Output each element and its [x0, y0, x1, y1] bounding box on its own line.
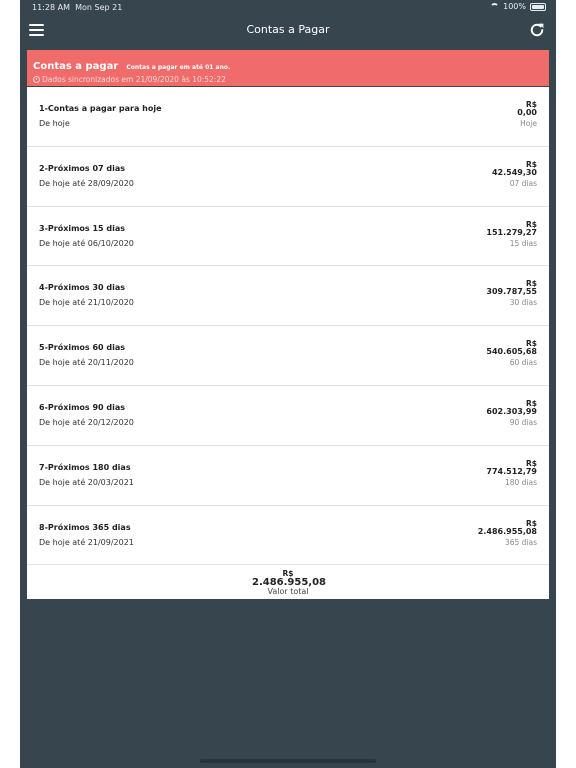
- item-label: 1-Contas a pagar para hoje: [39, 104, 162, 113]
- list-item[interactable]: [27, 207, 549, 267]
- nav-bar: [20, 14, 556, 48]
- item-range: De hoje até 06/10/2020: [39, 238, 134, 248]
- battery-percent: 100%: [503, 2, 526, 11]
- list-item[interactable]: [27, 266, 549, 326]
- item-value: [486, 221, 537, 248]
- item-currency: R$: [526, 339, 537, 349]
- page-title: Contas a Pagar: [246, 23, 330, 36]
- item-currency: R$: [526, 100, 537, 109]
- wifi-icon: [490, 3, 499, 10]
- list-item[interactable]: [27, 386, 549, 446]
- item-amount: 151.279,27: [486, 227, 537, 237]
- item-range: De hoje: [39, 119, 70, 128]
- total-currency: R$: [282, 569, 294, 579]
- item-amount: 540.605,68: [486, 347, 537, 357]
- item-label: 3-Próximos 15 dias: [39, 223, 126, 233]
- item-label: 8-Próximos 365 dias: [39, 522, 131, 532]
- item-currency: R$: [526, 518, 537, 528]
- item-period: 365 dias: [504, 537, 537, 547]
- list-item[interactable]: [27, 147, 549, 207]
- list-item[interactable]: [27, 506, 549, 566]
- total-label: Valor total: [267, 587, 309, 597]
- item-period: 07 dias: [509, 178, 537, 188]
- item-period: 90 dias: [509, 417, 537, 427]
- item-label: 5-Próximos 60 dias: [39, 343, 126, 353]
- item-range: De hoje até 20/11/2020: [39, 358, 134, 368]
- item-value: [486, 460, 537, 487]
- item-amount: 602.303,99: [486, 406, 537, 416]
- item-currency: R$: [526, 398, 537, 408]
- status-indicators: [490, 2, 546, 11]
- item-period: 15 dias: [509, 238, 537, 248]
- header-banner: [27, 50, 549, 86]
- item-currency: R$: [526, 159, 537, 169]
- item-label: 4-Próximos 30 dias: [39, 283, 126, 293]
- item-amount: 0,00: [517, 108, 537, 117]
- sync-info: [33, 75, 543, 84]
- item-period: 30 dias: [509, 298, 537, 308]
- item-label: 2-Próximos 07 dias: [39, 163, 126, 173]
- item-currency: R$: [526, 279, 537, 289]
- banner-title: Contas a pagar: [33, 61, 119, 72]
- sync-text: Dados sincronizados em 21/09/2020 às 10:52:22: [42, 75, 226, 84]
- item-amount: 2.486.955,08: [477, 526, 537, 536]
- item-currency: R$: [526, 458, 537, 468]
- banner-subtitle: Contas a pagar em até 01 ano.: [126, 64, 231, 71]
- item-value: [517, 101, 537, 128]
- item-value: [486, 280, 537, 307]
- battery-icon: [530, 3, 546, 11]
- home-indicator[interactable]: [200, 759, 376, 763]
- item-value: [478, 520, 537, 547]
- list-item[interactable]: [27, 326, 549, 386]
- status-bar: [20, 0, 556, 14]
- clock-icon: [33, 76, 40, 83]
- item-range: De hoje até 20/12/2020: [39, 417, 134, 427]
- total-amount: 2.486.955,08: [251, 577, 327, 589]
- total-summary: [27, 565, 549, 599]
- app-screen: [20, 0, 556, 768]
- item-period: 60 dias: [509, 358, 537, 368]
- item-period: 180 dias: [504, 477, 537, 487]
- refresh-icon[interactable]: [528, 21, 546, 39]
- item-range: De hoje até 21/09/2021: [39, 537, 134, 547]
- item-amount: 774.512,79: [486, 466, 537, 476]
- item-value: [486, 400, 537, 427]
- item-period: Hoje: [520, 119, 537, 128]
- item-range: De hoje até 20/03/2021: [39, 477, 134, 487]
- item-value: [492, 161, 537, 188]
- status-time: 11:28 AM Mon Sep 21: [32, 3, 123, 12]
- item-amount: 309.787,55: [486, 287, 537, 297]
- item-range: De hoje até 28/09/2020: [39, 178, 134, 188]
- list-item[interactable]: [27, 446, 549, 506]
- status-date: Mon Sep 21: [75, 3, 123, 12]
- item-amount: 42.549,30: [491, 167, 537, 177]
- item-range: De hoje até 21/10/2020: [39, 298, 134, 308]
- list-item[interactable]: [27, 87, 549, 147]
- item-label: 7-Próximos 180 dias: [39, 462, 131, 472]
- item-currency: R$: [526, 219, 537, 229]
- item-label: 6-Próximos 90 dias: [39, 402, 126, 412]
- payables-list: [27, 87, 549, 599]
- item-value: [486, 340, 537, 367]
